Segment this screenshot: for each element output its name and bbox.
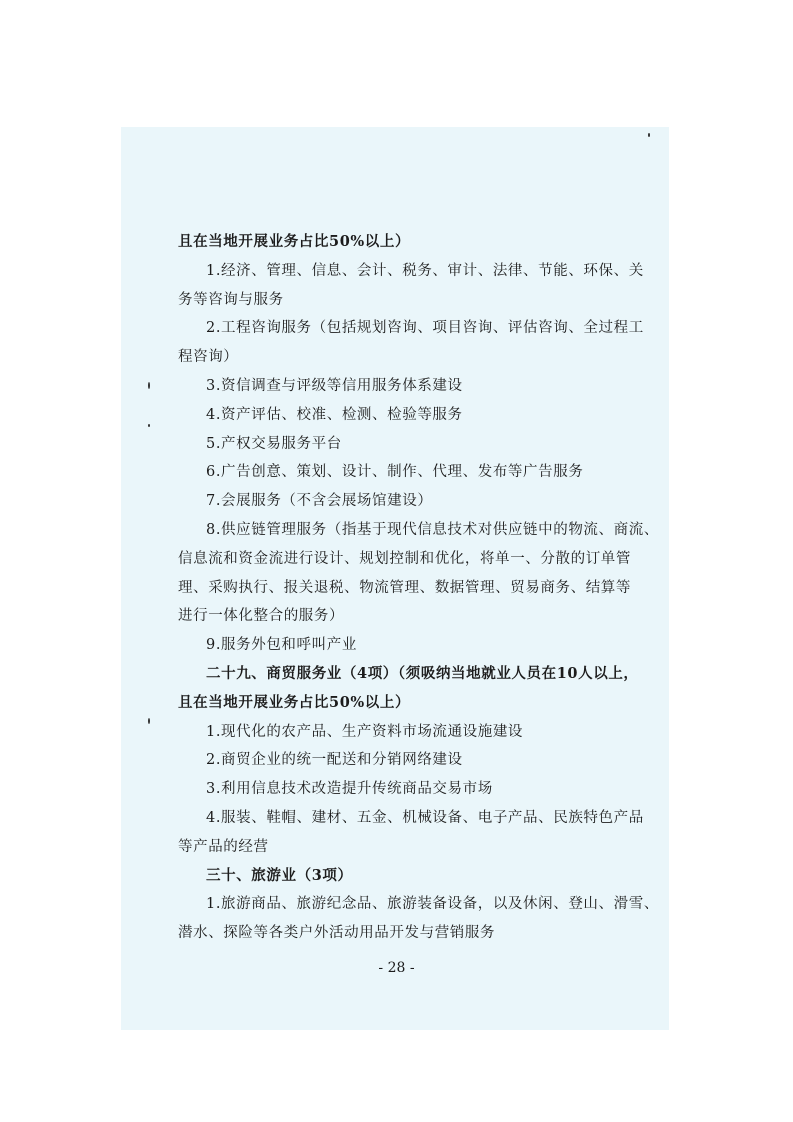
text-line: 7.会展服务（不含会展场馆建设） — [206, 493, 433, 510]
text-line: 理、采购执行、报关退税、物流管理、数据管理、贸易商务、结算等 — [178, 579, 631, 596]
text-line: 5.产权交易服务平台 — [206, 435, 342, 452]
section-heading: 二十九、商贸服务业（4项）（须吸纳当地就业人员在10人以上， — [206, 664, 639, 682]
section-heading-cont: 且在当地开展业务占比50%以上） — [178, 693, 411, 711]
text-line: 等产品的经营 — [178, 838, 269, 855]
section-heading: 三十、旅游业（3项） — [206, 866, 353, 884]
scan-speck — [648, 133, 650, 137]
text-line: 6.广告创意、策划、设计、制作、代理、发布等广告服务 — [206, 464, 584, 481]
scan-speck — [148, 424, 150, 427]
text-line: 潜水、探险等各类户外活动用品开发与营销服务 — [178, 925, 496, 942]
document-body — [178, 228, 659, 948]
scan-speck — [148, 718, 150, 724]
text-line: 2.工程咨询服务（包括规划咨询、项目咨询、评估咨询、全过程工 — [206, 320, 644, 337]
text-line: 4.资产评估、校准、检测、检验等服务 — [206, 406, 463, 423]
text-line: 1.旅游商品、旅游纪念品、旅游装备设备，以及休闲、登山、滑雪、 — [206, 896, 659, 913]
text-line: 3.利用信息技术改造提升传统商品交易市场 — [206, 781, 493, 798]
text-line: 1.经济、管理、信息、会计、税务、审计、法律、节能、环保、关 — [206, 262, 644, 279]
text-line: 程咨询） — [178, 349, 239, 366]
text-line: 3.资信调查与评级等信用服务体系建设 — [206, 377, 463, 394]
text-line: 1.现代化的农产品、生产资料市场流通设施建设 — [206, 723, 524, 740]
text-line: 信息流和资金流进行设计、规划控制和优化，将单一、分散的订单管 — [178, 550, 631, 567]
page-number: - 28 - — [378, 960, 415, 976]
text-line: 务等咨询与服务 — [178, 291, 284, 308]
text-line: 9.服务外包和呼叫产业 — [206, 637, 357, 654]
text-line: 4.服装、鞋帽、建材、五金、机械设备、电子产品、民族特色产品 — [206, 809, 644, 826]
text-line: 8.供应链管理服务（指基于现代信息技术对供应链中的物流、商流、 — [206, 521, 659, 538]
text-line: 进行一体化整合的服务） — [178, 608, 345, 625]
text-line: 2.商贸企业的统一配送和分销网络建设 — [206, 752, 463, 769]
scan-speck — [148, 382, 150, 389]
text-line: 且在当地开展业务占比50%以上） — [178, 233, 411, 250]
